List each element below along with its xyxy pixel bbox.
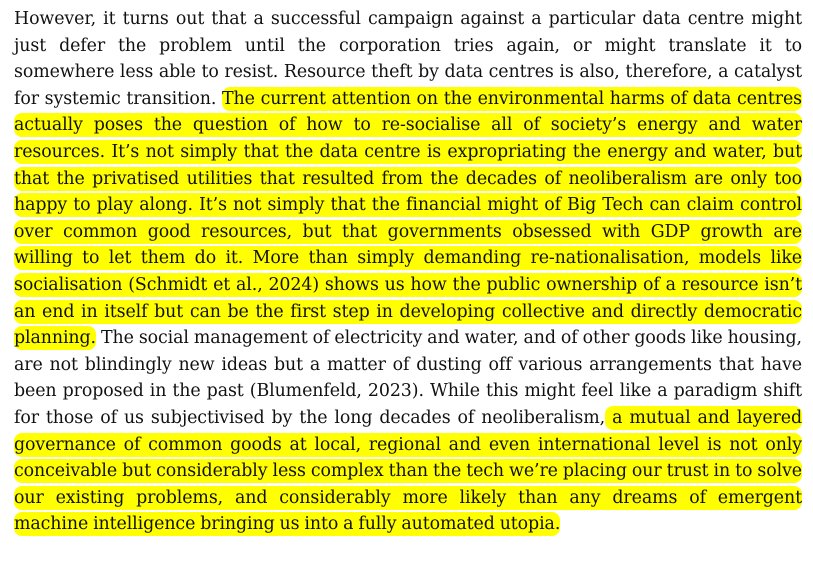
highlighted-passage-1[interactable]: The current attention on the environmental harms of data centres actually poses the question of how to re-socialise all of society’s energy and water resources. It’s not simply that the data centre is expropriating the energy and water, but that the privatised utilities that resulted from the decades of neoliberalism are only too happy to play along. It’s not simply that the financial might of Big Tech can claim control over common good resources, but that governments obsessed with GDP growth are willing to let them do it. More than simply demanding re-nationalisation, models like socialisation (Schmidt et al., 2024) shows us how the public ownership of a resource isn’t an end in itself but can be the first step in developing collective and directly democratic planning.	[14, 88, 802, 349]
text-segment-plain-1: However, it turns out that a successful campaign against a particular data centre might just defer the problem until the corporation tries again, or might translate it to somewhere less able to resist. Resource theft by data centres is also, therefore, a catalyst for systemic transition.	[14, 9, 802, 109]
highlighted-passage-2[interactable]: a mutual and layered governance of common goods at local, regional and even international level is not only conceivable but considerably less complex than the tech we’re placing our trust in to solve our existing problems, and considerably more likely than any dreams of emergent machine intelligence bringing us into a fully automated utopia.	[14, 407, 802, 535]
text-segment-plain-2: The social management of electricity and water, and of other goods like housing, are not blindingly new ideas but a matter of dusting off various arrangements that have been proposed in the past (Blumenfeld, 2023). While this might feel like a paradigm shift for those of us subjectivised by the long decades of neoliberalism,	[14, 328, 802, 428]
document-paragraph	[14, 0, 802, 538]
